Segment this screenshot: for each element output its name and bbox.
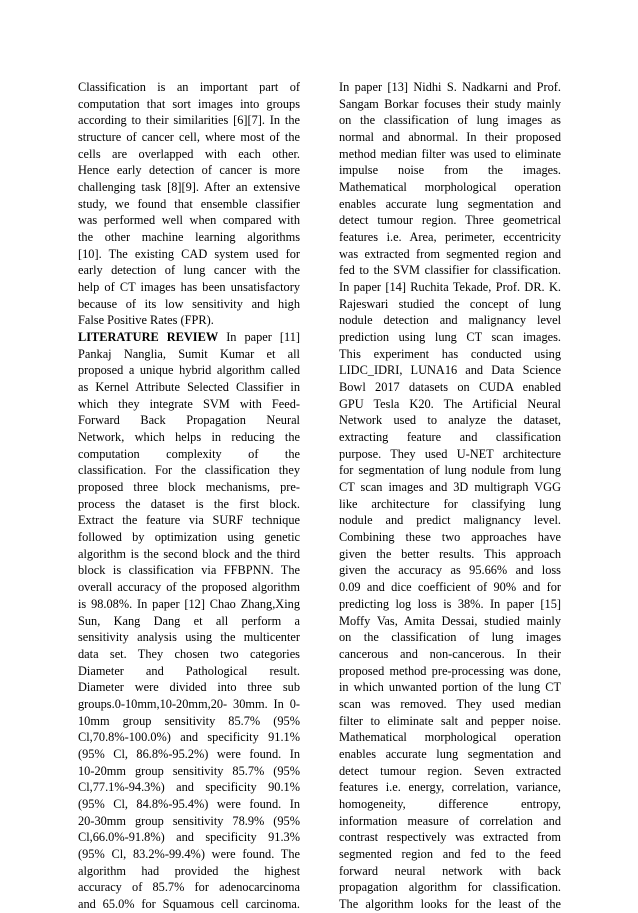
text-line: cancerous and non-cancerous. In their xyxy=(339,646,561,661)
text-line: was performed well when compared with xyxy=(78,213,300,228)
text-line-fragment: In paper [11] xyxy=(226,330,300,345)
text-line: and 65.0% for Squamous cell carcinoma. xyxy=(78,896,300,911)
text-line: scan was removed. They used median xyxy=(339,696,561,711)
text-line: normal and abnormal. In their proposed xyxy=(339,130,561,145)
text-line: fed to the SVM classifier for classification. xyxy=(339,263,561,278)
text-line: Extract the feature via SURF technique xyxy=(78,513,300,528)
text-line: according to their similarities [6][7]. In the xyxy=(78,113,300,128)
text-line: algorithm is the second block and the third xyxy=(78,546,300,561)
text-line: on the classification of lung images xyxy=(339,630,561,645)
text-line: challenging task [8][9]. After an extensive xyxy=(78,180,300,195)
text-line: 0.09 and dice coefficient of 90% and for xyxy=(339,580,561,595)
text-line: CT scan images and 3D multigraph VGG xyxy=(339,480,561,495)
text-line: Cl,77.1%-94.3%) and specificity 90.1% xyxy=(78,780,300,795)
text-line: 10mm group sensitivity 85.7% (95% xyxy=(78,713,300,728)
text-line: was extracted from segmented region and xyxy=(339,246,561,261)
text-line: groups.0-10mm,10-20mm,20- 30mm. In 0- xyxy=(78,696,300,711)
text-line: study, we found that ensemble classifier xyxy=(78,196,300,211)
left-column xyxy=(78,79,300,913)
text-line: (95% Cl, 86.8%-95.2%) were found. In xyxy=(78,746,300,761)
text-line: Combining these two approaches have xyxy=(339,530,561,545)
text-line: Cl,66.0%-91.8%) and specificity 91.3% xyxy=(78,830,300,845)
text-line: accuracy of 85.7% for adenocarcinoma xyxy=(78,880,300,895)
text-line: information measure of correlation and xyxy=(339,813,561,828)
text-line: early detection of lung cancer with the xyxy=(78,263,300,278)
text-line: forward neural network with back xyxy=(339,863,561,878)
text-line: (95% Cl, 83.2%-99.4%) were found. The xyxy=(78,846,300,861)
text-line: process the dataset is the first block. xyxy=(78,496,300,511)
text-line: The algorithm looks for the least of the xyxy=(339,896,561,911)
text-line: computation complexity of the xyxy=(78,446,300,461)
text-line: (95% Cl, 84.8%-95.4%) were found. In xyxy=(78,796,300,811)
text-line: because of its low sensitivity and high xyxy=(78,296,300,311)
text-line: Bowl 2017 datasets on CUDA enabled xyxy=(339,380,561,395)
text-line: extracting feature and classification xyxy=(339,430,561,445)
text-line: GPU Tesla K20. The Artificial Neural xyxy=(339,396,561,411)
text-line: given the better results. This approach xyxy=(339,546,561,561)
text-line: homogeneity, difference entropy, xyxy=(339,796,561,811)
text-line: Sun, Kang Dang et all perform a xyxy=(78,613,300,628)
text-line: In paper [13] Nidhi S. Nadkarni and Prof. xyxy=(339,80,561,94)
text-line: like architecture for classifying lung xyxy=(339,496,561,511)
text-line: algorithm had provided the highest xyxy=(78,863,300,878)
text-line: 10-20mm group sensitivity 85.7% (95% xyxy=(78,763,300,778)
text-line: Cl,70.8%-100.0%) and specificity 91.1% xyxy=(78,730,300,745)
text-line: overall accuracy of the proposed algorithm xyxy=(78,580,300,595)
text-line: predicting log loss is 38%. In paper [15] xyxy=(339,596,561,611)
text-line: Diameter were divided into three sub xyxy=(78,680,300,695)
text-line: Classification is an important part of xyxy=(78,80,300,94)
text-line: on the classification of lung images as xyxy=(339,113,561,128)
text-line: Diameter and Pathological result. xyxy=(78,663,300,678)
text-line: classification. For the classification they xyxy=(78,463,300,478)
text-line: propagation algorithm for classification. xyxy=(339,880,561,895)
text-line: 20-30mm group sensitivity 78.9% (95% xyxy=(78,813,300,828)
text-line: block is classification via FFBPNN. The xyxy=(78,563,300,578)
text-line: Mathematical morphological operation xyxy=(339,180,561,195)
text-line: Hence early detection of cancer is more xyxy=(78,163,300,178)
section-heading: LITERATURE REVIEW xyxy=(78,330,219,345)
text-line: detect tumour region. Seven extracted xyxy=(339,763,561,778)
text-line: structure of cancer cell, where most of the xyxy=(78,130,300,145)
text-line: [10]. The existing CAD system used for xyxy=(78,246,300,261)
text-line: proposed three block mechanisms, pre- xyxy=(78,480,300,495)
text-line: enables accurate lung segmentation and xyxy=(339,746,561,761)
text-line: Moffy Vas, Amita Dessai, studied mainly xyxy=(339,613,561,628)
text-line: is 98.08%. In paper [12] Chao Zhang,Xing xyxy=(78,596,300,611)
text-line: features i.e. Area, perimeter, eccentricity xyxy=(339,230,561,245)
text-line: cells are overlapped with each other. xyxy=(78,146,300,161)
text-line: features i.e. energy, correlation, variance, xyxy=(339,780,561,795)
text-line: nodule and predict malignancy level. xyxy=(339,513,561,528)
text-line: prediction using lung CT scan images. xyxy=(339,330,561,345)
text-line: Network used to analyze the dataset, xyxy=(339,413,561,428)
text-line: LIDC_IDRI, LUNA16 and Data Science xyxy=(339,363,561,378)
text-line: followed by optimization using genetic xyxy=(78,530,300,545)
text-line xyxy=(78,329,300,346)
text-line: detect tumour region. Three geometrical xyxy=(339,213,561,228)
text-line: Pankaj Nanglia, Sumit Kumar et all xyxy=(78,346,300,361)
text-line: data set. They chosen two categories xyxy=(78,646,300,661)
text-line: method median filter was used to eliminate xyxy=(339,146,561,161)
text-line: filter to eliminate salt and pepper noise. xyxy=(339,713,561,728)
text-line: purpose. They used U-NET architecture xyxy=(339,446,561,461)
text-line: nodule detection and malignancy level xyxy=(339,313,561,328)
text-line: which they integrate SVM with Feed- xyxy=(78,396,300,411)
text-line: Sangam Borkar focuses their study mainly xyxy=(339,96,561,111)
text-line: the other machine learning algorithms xyxy=(78,230,300,245)
text-line: In paper [14] Ruchita Tekade, Prof. DR. K. xyxy=(339,280,561,295)
text-line: for segmentation of lung nodule from lung xyxy=(339,463,561,478)
text-line: segmented region and fed to the feed xyxy=(339,846,561,861)
text-line: Network, which helps in reducing the xyxy=(78,430,300,445)
text-line: help of CT images has been unsatisfactory xyxy=(78,280,300,295)
text-line: Mathematical morphological operation xyxy=(339,730,561,745)
text-line: Forward Back Propagation Neural xyxy=(78,413,300,428)
right-column xyxy=(339,79,561,913)
text-line: enables accurate lung segmentation and xyxy=(339,196,561,211)
text-line: given the accuracy as 95.66% and loss xyxy=(339,563,561,578)
text-line: proposed method pre-processing was done, xyxy=(339,663,561,678)
text-line: in which unwanted portion of the lung CT xyxy=(339,680,561,695)
text-line: as Kernel Attribute Selected Classifier in xyxy=(78,380,300,395)
text-line: contrast respectively was extracted from xyxy=(339,830,561,845)
text-line: This experiment has conducted using xyxy=(339,346,561,361)
text-line: sensitivity analysis using the multicenter xyxy=(78,630,300,645)
text-line: proposed a unique hybrid algorithm called xyxy=(78,363,300,378)
text-line: False Positive Rates (FPR). xyxy=(78,313,214,328)
text-line: impulse noise from the images. xyxy=(339,163,561,178)
text-line: computation that sort images into groups xyxy=(78,96,300,111)
text-line: Rajeswari studied the concept of lung xyxy=(339,296,561,311)
